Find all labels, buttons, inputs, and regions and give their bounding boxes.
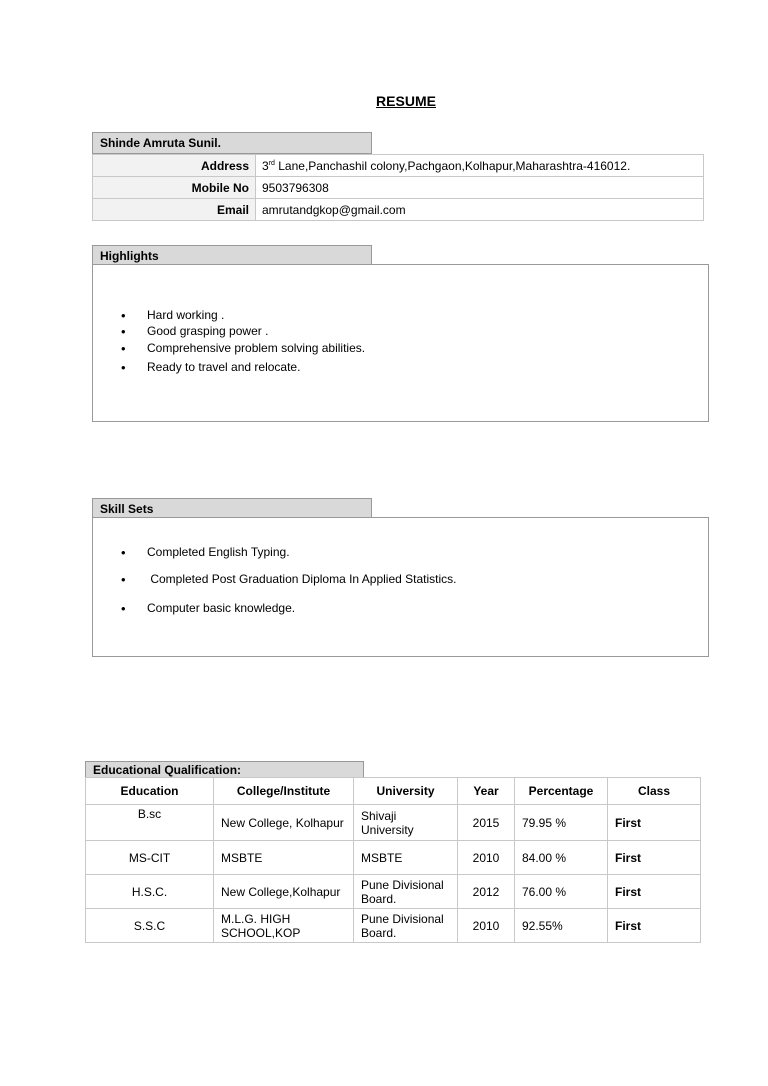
table-cell: 84.00 %: [515, 841, 608, 875]
column-header: College/Institute: [214, 778, 354, 805]
table-row: [86, 841, 701, 875]
list-item: • Hard working .: [121, 308, 365, 324]
table-header-row: [86, 778, 701, 805]
list-item: • Computer basic knowledge.: [121, 601, 457, 618]
table-cell: 79.95 %: [515, 805, 608, 841]
table-cell: First: [608, 805, 701, 841]
table-row: [86, 909, 701, 943]
table-cell: M.L.G. HIGH SCHOOL,KOP: [214, 909, 354, 943]
table-cell: 2015: [458, 805, 515, 841]
highlights-list: [121, 308, 365, 377]
table-cell: H.S.C.: [86, 875, 214, 909]
table-cell: 2012: [458, 875, 515, 909]
table-cell: First: [608, 875, 701, 909]
contact-table: [92, 154, 704, 221]
table-cell: MS-CIT: [86, 841, 214, 875]
table-row: [86, 875, 701, 909]
skills-box: [92, 517, 709, 657]
resume-title: RESUME: [376, 93, 436, 109]
table-cell: Shivaji University: [354, 805, 458, 841]
table-row: [86, 805, 701, 841]
address-label: Address: [93, 155, 256, 177]
contact-row-email: [93, 199, 704, 221]
skills-heading: Skill Sets: [92, 498, 372, 518]
list-item: • Completed Post Graduation Diploma In Applied Statistics.: [121, 572, 457, 601]
column-header: Percentage: [515, 778, 608, 805]
table-cell: First: [608, 841, 701, 875]
column-header: University: [354, 778, 458, 805]
contact-row-address: [93, 155, 704, 177]
education-table: [85, 777, 701, 943]
table-cell: 76.00 %: [515, 875, 608, 909]
column-header: Year: [458, 778, 515, 805]
list-item: • Good grasping power .: [121, 324, 365, 341]
table-cell: MSBTE: [354, 841, 458, 875]
table-cell: New College, Kolhapur: [214, 805, 354, 841]
list-item: • Completed English Typing.: [121, 545, 457, 572]
contact-row-mobile: [93, 177, 704, 199]
education-heading: Educational Qualification:: [85, 761, 364, 778]
email-label: Email: [93, 199, 256, 221]
table-cell: Pune Divisional Board.: [354, 909, 458, 943]
column-header: Education: [86, 778, 214, 805]
table-cell: 2010: [458, 841, 515, 875]
list-item: • Ready to travel and relocate.: [121, 360, 365, 377]
table-cell: First: [608, 909, 701, 943]
address-value: 3rd Lane,Panchashil colony,Pachgaon,Kolhapur,Maharashtra-416012.: [256, 155, 704, 177]
list-item: • Comprehensive problem solving abilities.: [121, 341, 365, 360]
column-header: Class: [608, 778, 701, 805]
candidate-name: Shinde Amruta Sunil.: [92, 132, 372, 154]
mobile-value: 9503796308: [256, 177, 704, 199]
highlights-box: [92, 264, 709, 422]
highlights-heading: Highlights: [92, 245, 372, 265]
table-cell: S.S.C: [86, 909, 214, 943]
table-cell: 2010: [458, 909, 515, 943]
table-cell: MSBTE: [214, 841, 354, 875]
email-value: amrutandgkop@gmail.com: [256, 199, 704, 221]
table-cell: B.sc: [86, 805, 214, 841]
mobile-label: Mobile No: [93, 177, 256, 199]
table-cell: New College,Kolhapur: [214, 875, 354, 909]
skills-list: [121, 545, 457, 618]
table-cell: Pune Divisional Board.: [354, 875, 458, 909]
table-cell: 92.55%: [515, 909, 608, 943]
